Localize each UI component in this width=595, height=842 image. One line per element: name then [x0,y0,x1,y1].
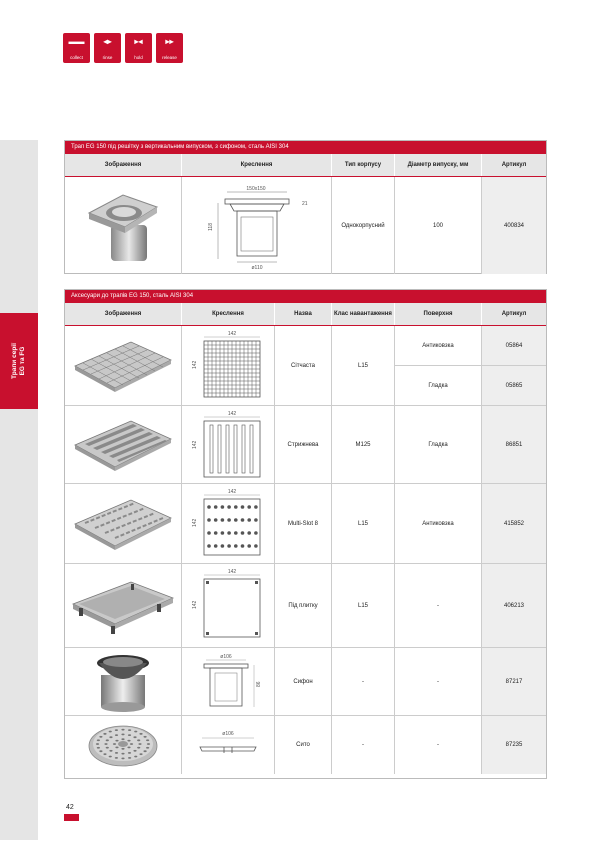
svg-text:118: 118 [207,222,214,231]
svg-text:142: 142 [227,488,237,495]
svg-text:142: 142 [227,410,237,417]
table-row [65,177,546,274]
svg-text:142: 142 [227,568,237,575]
svg-text:142: 142 [192,440,198,449]
accessories-table [64,289,547,779]
table-title: Аксесуари до трапів EG 150, сталь AISI 304 [65,290,546,303]
table-row [65,648,546,716]
svg-text:142: 142 [192,518,198,527]
table-header [65,303,546,326]
accessory-name: Сітчаста [275,326,332,405]
col-header: Поверхня [395,303,482,325]
svg-text:150x150: 150x150 [245,185,266,192]
product-image [65,326,182,405]
load-class: L15 [332,484,395,563]
svg-text:ø110: ø110 [250,264,263,271]
product-image [65,648,182,715]
load-class: L15 [332,564,395,647]
surface-value: Гладка [428,382,448,389]
side-section-label: Трапи серії EG та FG [11,343,26,379]
accessory-name: Сифон [275,648,332,715]
col-header: Артикул [501,311,527,317]
surface: Гладка [395,406,482,483]
table-row [65,406,546,484]
table-row [65,326,546,406]
table-row [65,716,546,774]
load-class: M125 [332,406,395,483]
table-title: Трап EG 150 під решітку з вертикальним випуском, з сифоном, сталь AISI 304 [65,141,546,154]
svg-text:ø106: ø106 [222,731,234,737]
technical-drawing [182,326,275,405]
technical-drawing [182,484,275,563]
svg-text:86: 86 [256,680,262,687]
surface: - [395,564,482,647]
release-icon: ▸▸ release [156,33,183,63]
article-number: 400834 [482,177,546,274]
col-header: Тип корпусу [332,154,395,176]
col-header: Зображення [65,303,182,325]
accessory-name: Стрижнева [275,406,332,483]
technical-drawing [182,648,275,715]
load-class: L15 [332,326,395,405]
col-header: Креслення [182,303,275,325]
table-header [65,154,546,177]
col-header: Діаметр випуску, мм [395,154,482,176]
article-number: 87217 [482,648,546,715]
accessory-name: Сито [275,716,332,774]
col-header: Назва [275,303,332,325]
hold-icon: ▸◂ hold [125,33,152,63]
svg-text:142: 142 [192,360,198,369]
accessory-name: Multi-Slot 8 [275,484,332,563]
drain-table [64,140,547,274]
technical-drawing [182,177,332,274]
product-image [65,484,182,563]
surface: - [395,716,482,774]
svg-text:142: 142 [227,330,237,337]
surface: Антиковзка [395,484,482,563]
product-image [65,406,182,483]
technical-drawing [182,406,275,483]
col-header: Клас навантаження [332,303,395,325]
table-row [65,564,546,648]
load-class: - [332,716,395,774]
accessory-name: Під плитку [275,564,332,647]
table-row [65,484,546,564]
page-marker [64,814,79,821]
outlet-diameter: 100 [395,177,482,274]
col-header: Артикул [501,162,527,168]
svg-text:ø106: ø106 [220,653,232,660]
product-image [65,716,182,774]
article-number: 415852 [482,484,546,563]
collect-icon: ▬▬ collect [63,33,90,63]
svg-text:21: 21 [301,200,308,207]
article-number [482,326,546,405]
page-number: 42 [66,804,74,811]
article-value: 05865 [505,382,523,389]
product-image [65,564,182,647]
surface [395,326,482,405]
svg-text:142: 142 [192,600,198,609]
product-image [65,177,182,274]
body-type: Однокорпусний [332,177,395,274]
article-number: 87235 [482,716,546,774]
rinse-icon: ◂▸ rinse [94,33,121,63]
article-number: 406213 [482,564,546,647]
side-tab [0,140,38,840]
load-class: - [332,648,395,715]
technical-drawing [182,564,275,647]
col-header: Зображення [65,154,182,176]
col-header: Креслення [182,154,332,176]
surface: - [395,648,482,715]
article-number: 86851 [482,406,546,483]
function-icons [63,33,183,63]
article-value: 05864 [482,326,546,366]
surface-value: Антиковзка [395,326,481,366]
technical-drawing [182,716,275,774]
